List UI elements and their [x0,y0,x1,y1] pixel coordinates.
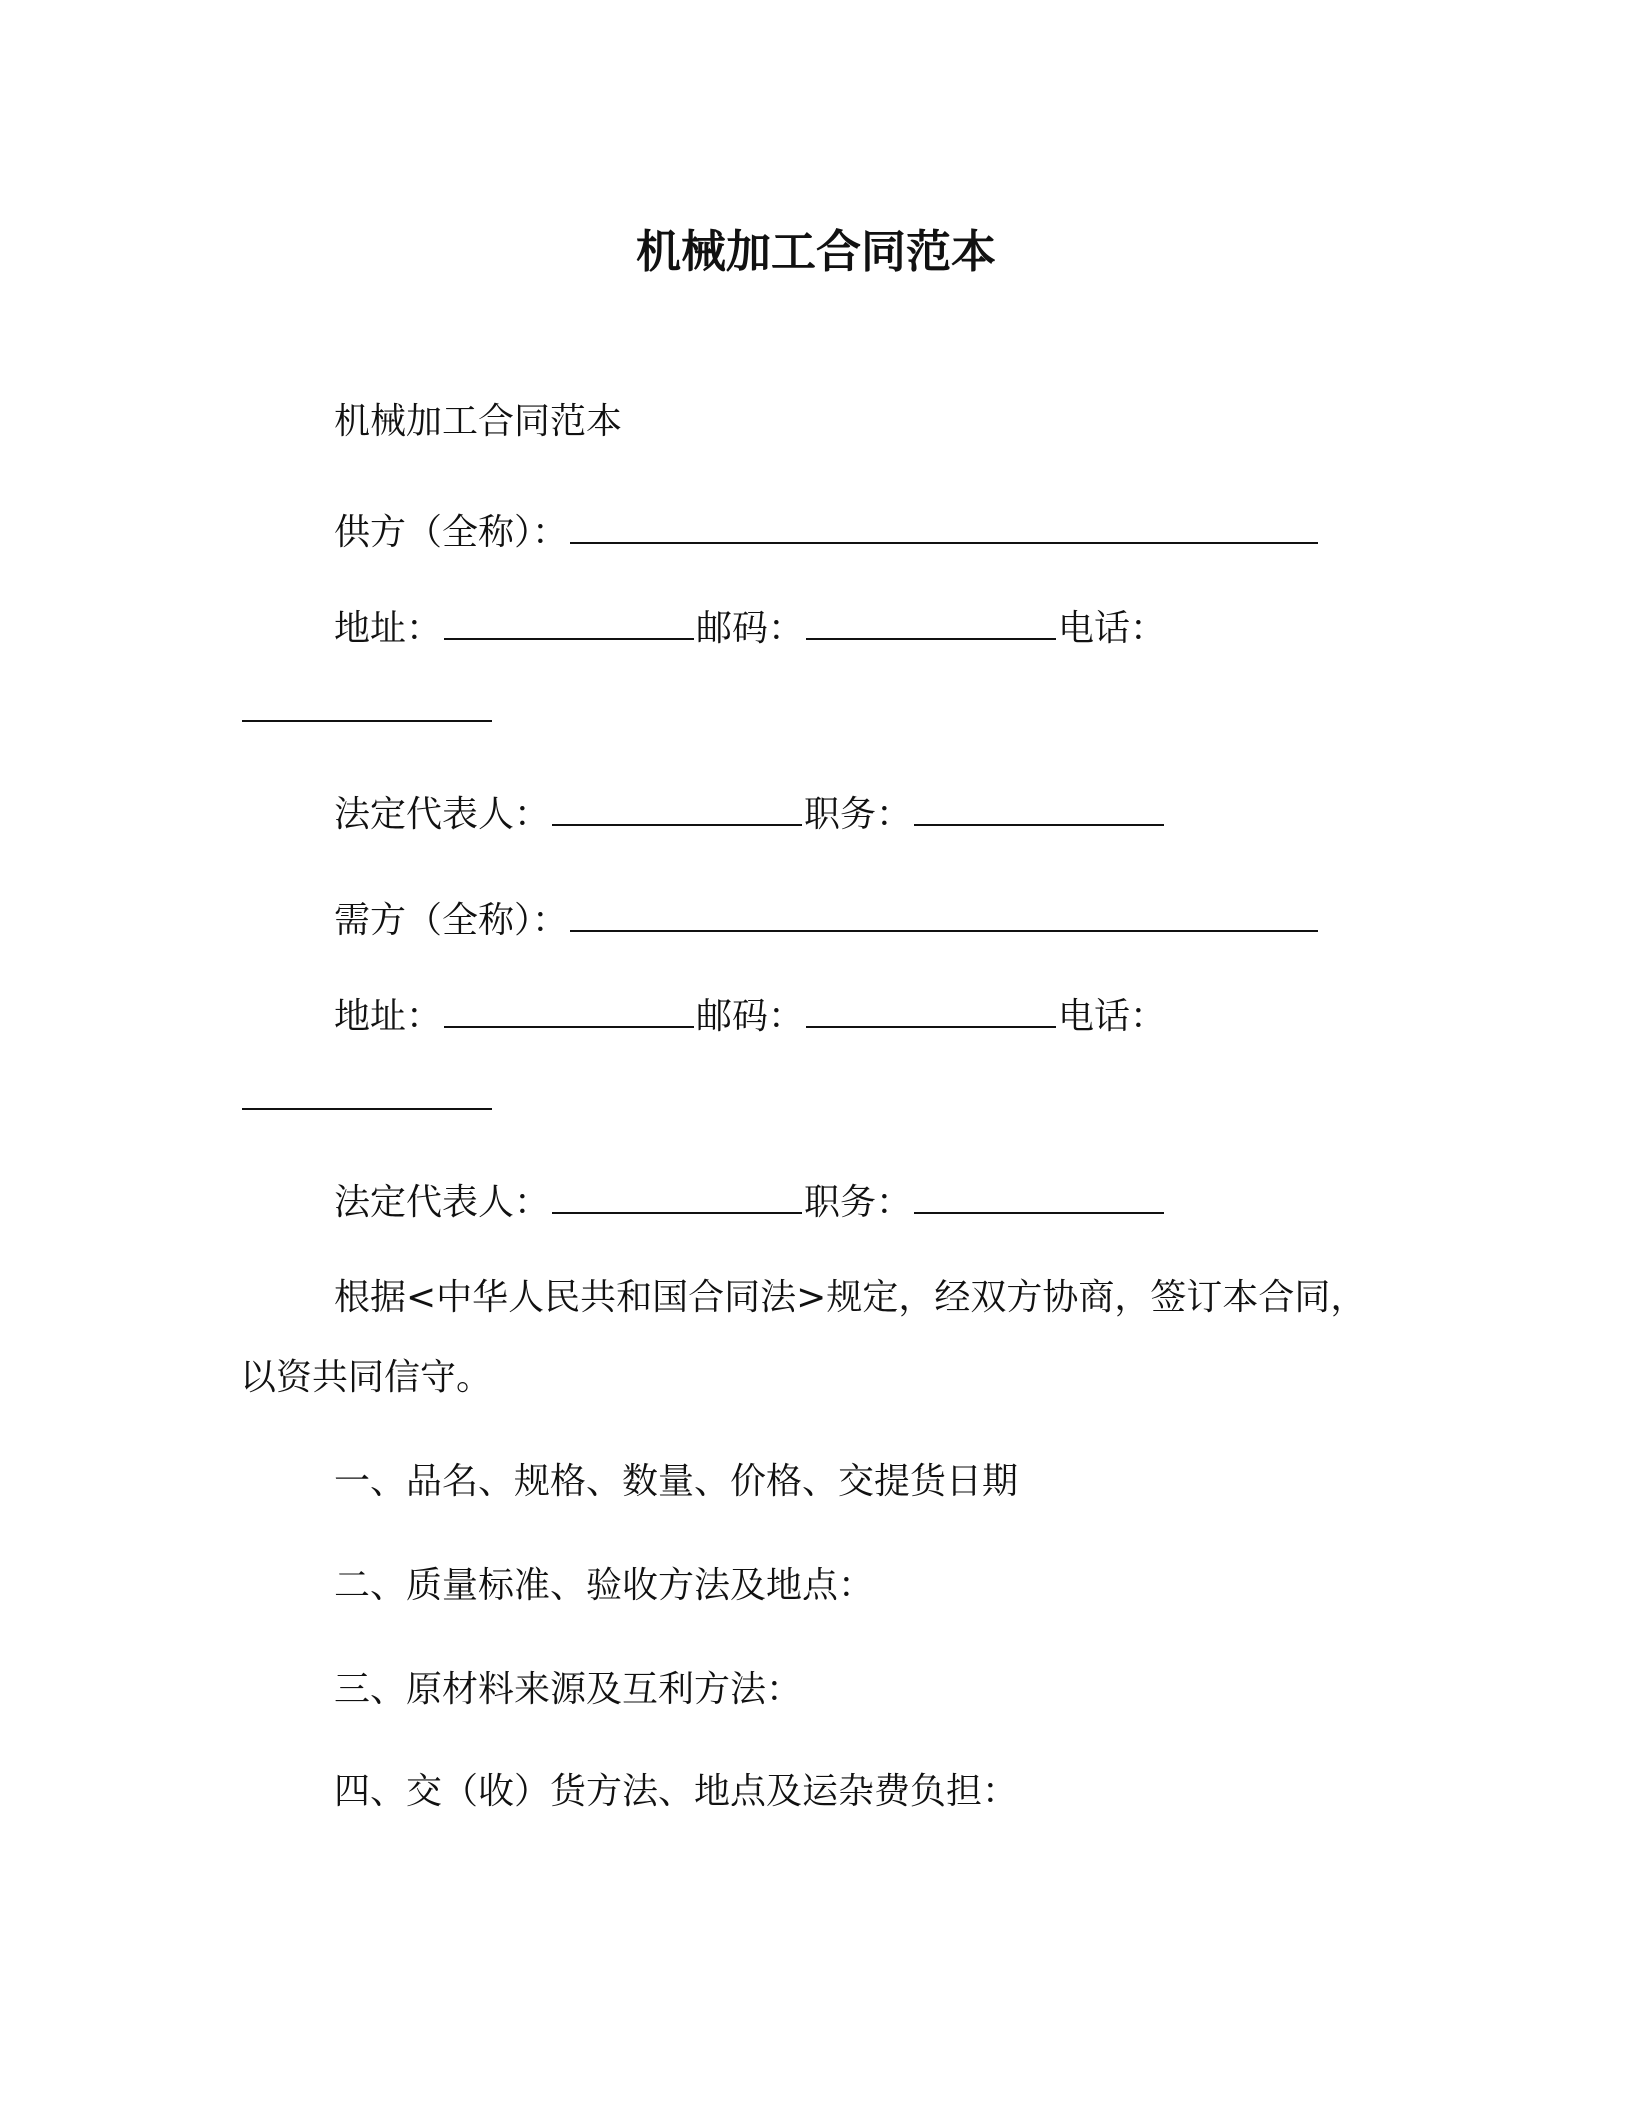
supplier-address-label: 地址： [334,608,443,649]
supplier-phone-label: 电话： [1058,608,1167,649]
buyer-position-blank [914,1178,1164,1214]
buyer-name-blank [570,896,1318,932]
intro-paragraph-line2: 以资共同信守。 [240,1357,493,1398]
buyer-position-label: 职务： [804,1182,913,1223]
supplier-position-blank [914,790,1164,826]
supplier-name-blank [570,508,1318,544]
supplier-position-label: 职务： [804,794,913,835]
buyer-rep-row [334,1178,1166,1227]
document-subtitle: 机械加工合同范本 [334,401,623,442]
section-heading-2: 二、质量标准、验收方法及地点： [334,1565,875,1606]
buyer-legal-rep-label: 法定代表人： [334,1182,551,1223]
buyer-postcode-label: 邮码： [696,996,805,1037]
supplier-address-blank [444,604,694,640]
buyer-phone-blank [242,1074,492,1110]
section-heading-3: 三、原材料来源及互利方法： [334,1669,803,1710]
supplier-rep-row [334,790,1166,839]
supplier-postcode-label: 邮码： [696,608,805,649]
buyer-phone-row [240,1074,494,1123]
supplier-name-row [334,508,1320,557]
intro-paragraph-line1: 根据<中华人民共和国合同法>规定，经双方协商，签订本合同， [334,1277,1367,1318]
section-heading-4: 四、交（收）货方法、地点及运杂费负担： [334,1771,1019,1812]
supplier-name-label: 供方（全称）： [334,512,569,553]
supplier-phone-blank [242,686,492,722]
buyer-address-label: 地址： [334,996,443,1037]
buyer-legal-rep-blank [552,1178,802,1214]
buyer-name-label: 需方（全称）： [334,900,569,941]
section-heading-1: 一、品名、规格、数量、价格、交提货日期 [334,1461,1019,1502]
buyer-phone-label: 电话： [1058,996,1167,1037]
supplier-legal-rep-blank [552,790,802,826]
supplier-legal-rep-label: 法定代表人： [334,794,551,835]
buyer-contact-row [334,992,1166,1041]
supplier-phone-row [240,686,494,735]
buyer-address-blank [444,992,694,1028]
buyer-name-row [334,896,1320,945]
document-title: 机械加工合同范本 [635,225,996,278]
supplier-postcode-blank [806,604,1056,640]
buyer-postcode-blank [806,992,1056,1028]
supplier-contact-row [334,604,1166,653]
